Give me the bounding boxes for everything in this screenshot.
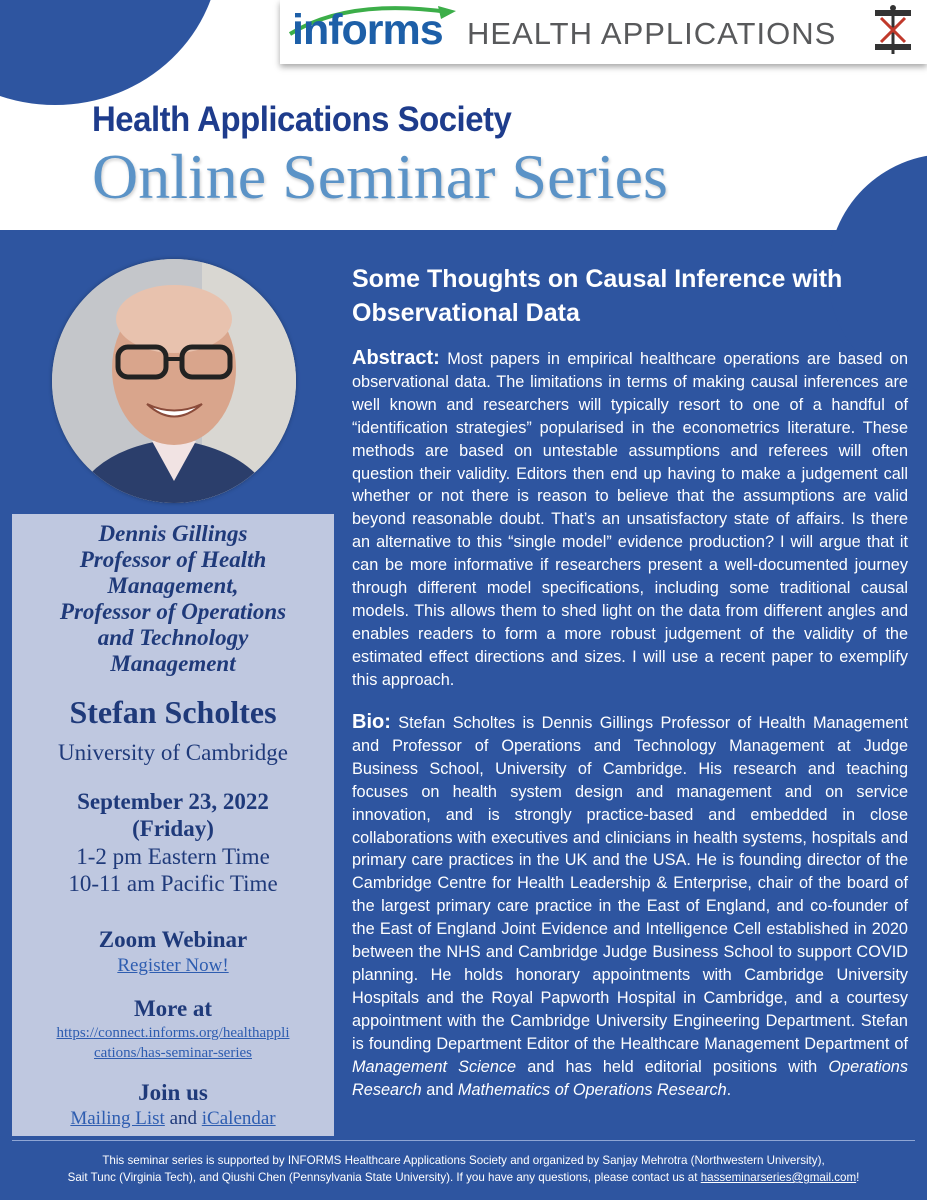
footer-divider: [12, 1140, 915, 1141]
abstract-label: Abstract:: [352, 347, 440, 369]
join-and-text: and: [164, 1108, 202, 1129]
speaker-affiliation: University of Cambridge: [58, 740, 288, 765]
footer-line-2: [0, 1169, 927, 1186]
abstract-paragraph: [352, 347, 908, 692]
journal-name: Management Science: [352, 1057, 517, 1076]
speaker-position-line: Management: [110, 651, 236, 676]
speaker-position-line: Dennis Gillings: [98, 521, 248, 546]
event-date: [12, 788, 334, 842]
contact-email-link[interactable]: hasseminarseries@gmail.com: [700, 1171, 857, 1184]
seminar-url-line: cations/has-seminar-series: [94, 1045, 252, 1061]
speaker-position-line: Professor of Health: [79, 547, 267, 572]
bio-text: .: [726, 1080, 732, 1099]
speaker-photo: [52, 259, 296, 503]
talk-title: Some Thoughts on Causal Inference with Observational Data: [352, 265, 843, 327]
informs-logo-banner: [280, 0, 927, 64]
seminar-url-line: https://connect.informs.org/healthappli: [56, 1025, 290, 1041]
caduceus-emblem-icon: [873, 4, 913, 56]
zoom-heading: Zoom Webinar: [98, 927, 248, 952]
speaker-position-line: Professor of Operations: [59, 599, 287, 624]
event-time-pacific: 10-11 am Pacific Time: [68, 871, 278, 896]
event-day-text: (Friday): [132, 816, 214, 841]
bio-text: and: [421, 1080, 458, 1099]
health-applications-logo-text: HEALTH APPLICATIONS: [467, 16, 837, 51]
informs-logo-text: informs: [292, 6, 443, 54]
join-links: [12, 1108, 334, 1130]
more-heading: More at: [133, 996, 213, 1021]
speaker-position-line: Management,: [107, 573, 239, 598]
series-title: Online Seminar Series: [92, 141, 668, 212]
footer-end: !: [856, 1171, 860, 1184]
bio-label: Bio:: [352, 711, 391, 733]
bio-text: and has held editorial positions with: [516, 1057, 829, 1076]
footer: [0, 1152, 927, 1186]
icalendar-link[interactable]: iCalendar: [201, 1108, 276, 1129]
speaker-name: Stefan Scholtes: [69, 694, 277, 730]
bio-text: Stefan Scholtes is Dennis Gillings Professor of Health Management and Professor of Operations and Technology Management at Judge Business School, University of Cambridge. His research and teaching focuses on health system design and management and on service innovation, and is strongly practice-based and embedded in close collaborations with executives and clinicians in health systems, hospitals and primary care practices in the UK and the USA. He is founding director of the Cambridge Centre for Health Leadership & Enterprise, chair of the board of the largest primary care practice in the East of England, and co-founder of the East of England Joint Evidence and Intelligence Cell established in 2020 between the NHS and Cambridge Judge Business School to support COVID planning. He holds honorary appointments with Cambridge University Hospitals and the Royal Papworth Hospital in Cambridge, and a courtesy appointment with the Cambridge University Engineering Department. Stefan is founding Department Editor of the Healthcare Management Department of: [352, 714, 908, 1053]
abstract-text: Most papers in empirical healthcare operations are based on observational data. The limitations in terms of making causal inferences are well known and researchers will typically resort to one of a handful of “identification strategies” popularised in the econometrics literature. These methods are based on untestable assumptions and referees will often question their validity. Editors then end up having to make a judgement call whether or not there is reason to believe that the assumptions are valid beyond reasonable doubt. That’s an unsatisfactory state of affairs. Is there an alternative to this “single model” evidence production? I will argue that it can be more informative if researchers present a well-documented journey through different model specifications, including some traditional causal models. This allows them to shed light on the data from different angles and enables readers to form a more robust judgement of the validity of the estimated effect directions and sizes. I will use a recent paper to exemplify this approach.: [352, 350, 908, 689]
seminar-series-link[interactable]: [20, 1023, 326, 1063]
bio-paragraph: [352, 711, 908, 1101]
speaker-position: [12, 521, 334, 677]
journal-name: Mathematics of Operations Research: [457, 1080, 727, 1099]
register-link[interactable]: Register Now!: [117, 955, 229, 976]
speaker-portrait-illustration: [52, 259, 296, 503]
mailing-list-link[interactable]: Mailing List: [70, 1108, 165, 1129]
event-time-eastern: 1-2 pm Eastern Time: [76, 844, 270, 869]
society-title: Health Applications Society: [92, 100, 512, 139]
footer-line: This seminar series is supported by INFORMS Healthcare Applications Society and organized by Sanjay Mehrotra (Northwestern University),: [102, 1154, 825, 1167]
journal-name: Operations Research: [352, 1057, 908, 1099]
footer-line-text: Sait Tunc (Virginia Tech), and Qiushi Chen (Pennsylvania State University). If you have any questions, please contact us at: [67, 1171, 701, 1184]
event-date-text: September 23, 2022: [77, 789, 269, 814]
speaker-info-panel: [12, 514, 334, 1136]
speaker-position-line: and Technology: [97, 625, 249, 650]
join-heading: Join us: [138, 1080, 208, 1105]
